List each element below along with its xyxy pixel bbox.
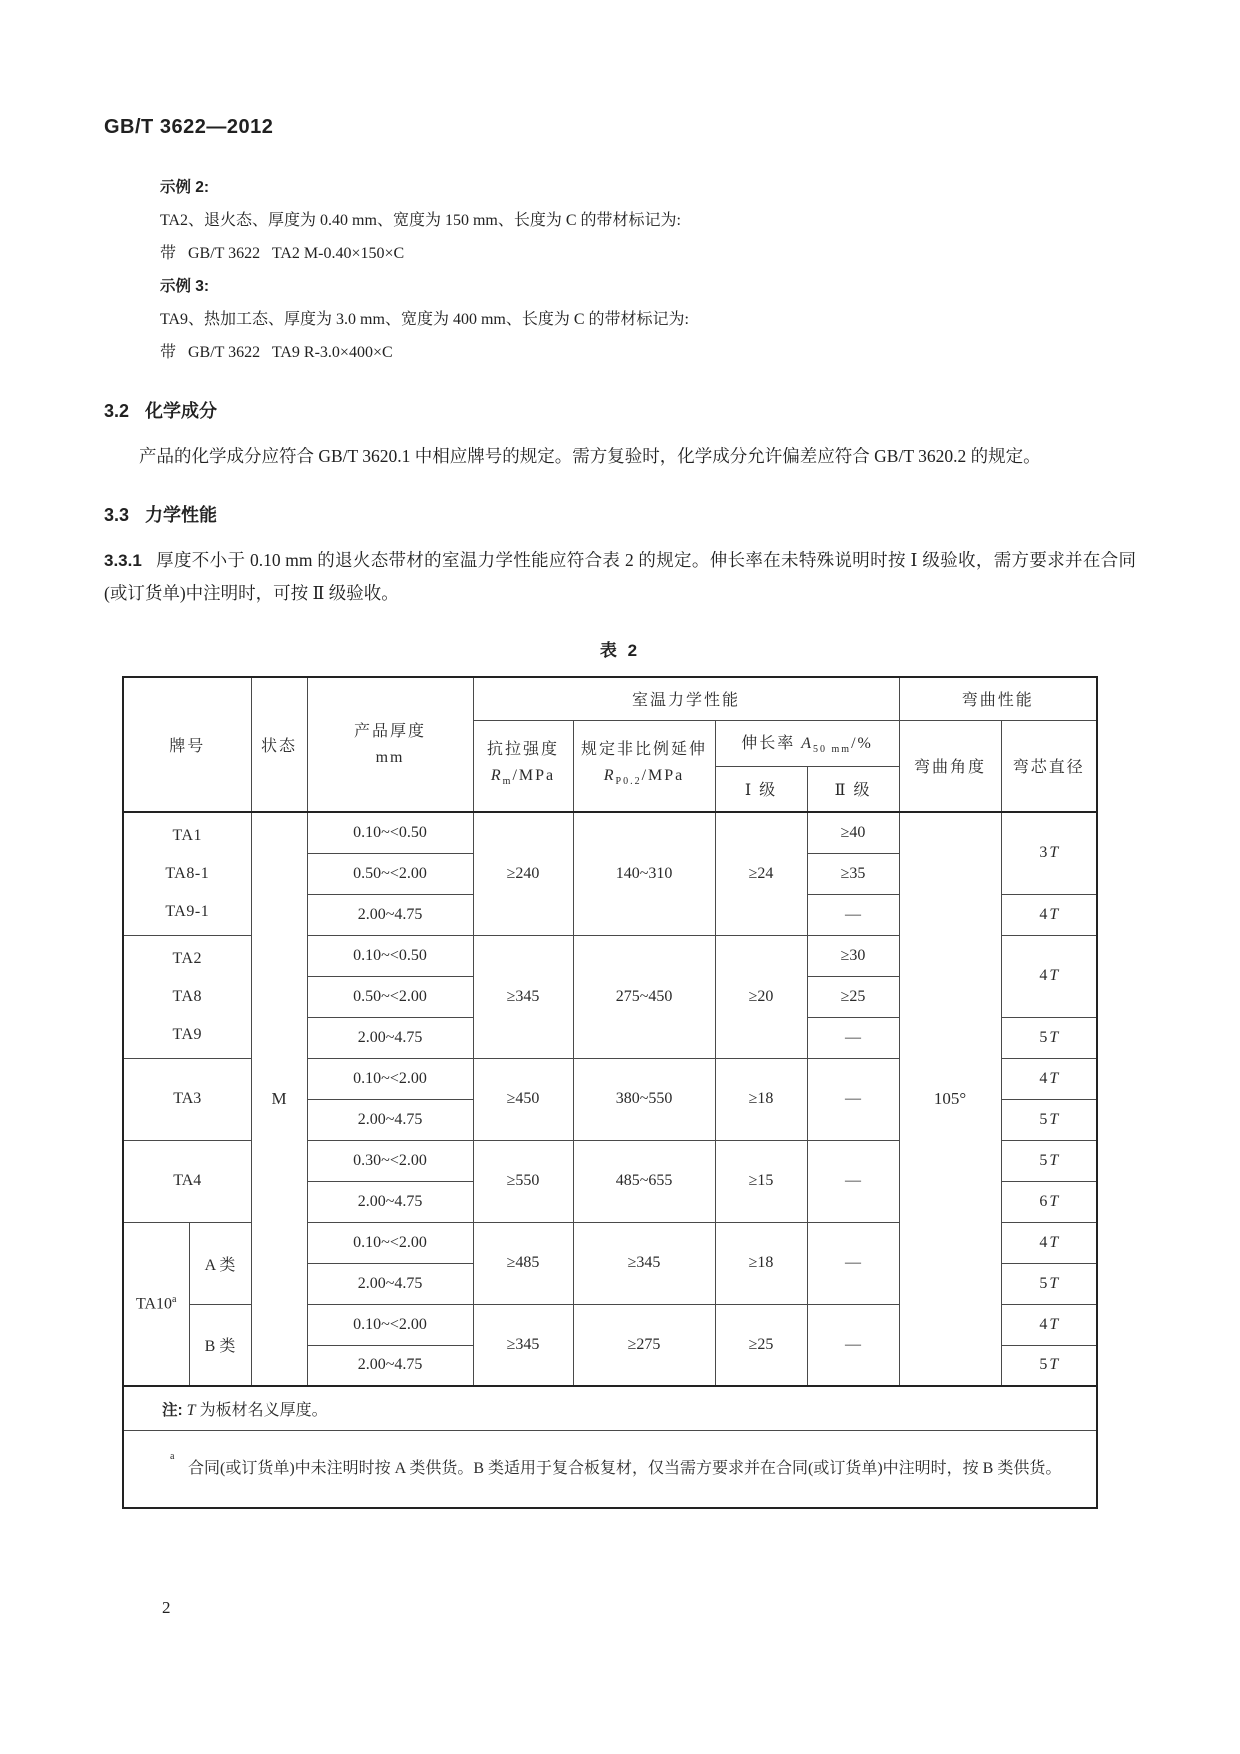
tensile-header-line1: 抗拉强度 [487,740,560,758]
grade-line: TA8 [172,987,203,1005]
elongation-level2-cell: — [807,1304,899,1386]
section-3-3-number: 3.3 [104,505,130,525]
bend-core-cell [1001,1017,1097,1058]
core-symbol: T [1049,1233,1059,1251]
bend-core-cell [1001,1058,1097,1099]
example-3-label: 示例 3: [160,278,210,295]
elongation-level2-cell: — [807,894,899,935]
elongation-level1-cell: ≥15 [715,1140,807,1222]
group-header-bend: 弯曲性能 [899,677,1097,720]
core-value: 6 [1039,1192,1048,1210]
grade-line: TA8-1 [165,864,210,882]
clause-3-3-1-number: 3.3.1 [104,551,142,570]
thickness-header-line2: mm [375,748,405,766]
thickness-cell: 0.10~<0.50 [307,935,473,976]
elongation-level2-cell: — [807,1017,899,1058]
elongation-level1-cell: ≥24 [715,812,807,935]
tensile-symbol: R [490,766,503,784]
class-cell-a: A 类 [189,1222,251,1304]
elongation-level1-cell: ≥18 [715,1058,807,1140]
core-value: 4 [1039,967,1048,984]
bend-core-cell [1001,1304,1097,1345]
thickness-cell: 0.10~<0.50 [307,812,473,853]
thickness-cell: 0.50~<2.00 [307,976,473,1017]
grade-cell-ta3: TA3 [123,1058,251,1140]
elongation-level2-cell: — [807,1140,899,1222]
thickness-cell: 2.00~4.75 [307,894,473,935]
core-value: 5 [1039,1110,1048,1128]
tensile-unit: /MPa [512,766,556,784]
core-value: 5 [1039,1028,1048,1046]
core-value: 4 [1039,905,1048,923]
thickness-cell: 2.00~4.75 [307,1263,473,1304]
core-symbol: T [1049,1028,1059,1046]
thickness-cell: 0.50~<2.00 [307,853,473,894]
examples-block [160,171,1136,369]
col-header-bend-core: 弯芯直径 [1001,720,1097,812]
bend-core-cell [1001,935,1097,1017]
col-header-grade: 牌号 [123,677,251,812]
note-label: 注: [162,1401,183,1419]
elongation-level2-cell: ≥25 [807,976,899,1017]
tensile-cell: ≥240 [473,812,573,935]
bend-core-cell [1001,1140,1097,1181]
proof-cell: 380~550 [573,1058,715,1140]
thickness-cell: 0.10~<2.00 [307,1222,473,1263]
proof-cell: ≥275 [573,1304,715,1386]
grade-main: TA10 [136,1295,173,1313]
bend-core-cell [1001,812,1097,894]
col-header-proof [573,720,715,812]
bend-core-cell [1001,1345,1097,1386]
grade-line: TA9 [172,1025,203,1043]
elongation-level1-cell: ≥20 [715,935,807,1058]
section-3-2-title: 化学成分 [145,401,218,421]
core-value: 3 [1039,844,1048,862]
core-symbol: T [1049,1069,1059,1087]
example-2-designation: 带 GB/T 3622 TA2 M-0.40×150×C [160,245,405,262]
core-symbol: T [1049,967,1059,984]
core-value: 4 [1039,1069,1048,1087]
thickness-cell: 2.00~4.75 [307,1017,473,1058]
grade-cell-ta1-group [123,812,251,935]
elongation-level2-cell: ≥40 [807,812,899,853]
section-3-3-title: 力学性能 [145,505,218,525]
section-3-2-body: 产品的化学成分应符合 GB/T 3620.1 中相应牌号的规定。需方复验时，化学成分允许偏差应符合 GB/T 3620.2 的规定。 [139,446,1041,466]
footnote-text: 合同(或订货单)中未注明时按 A 类供货。B 类适用于复合板复材，仅当需方要求并在合同(或订货单)中注明时，按 B 类供货。 [188,1460,1062,1478]
proof-unit: /MPa [641,766,685,784]
tensile-cell: ≥450 [473,1058,573,1140]
elongation-level1-cell: ≥18 [715,1222,807,1304]
elongation-label: 伸长率 [741,735,802,753]
table-note [123,1386,1097,1430]
group-header-room-temp: 室温力学性能 [473,677,899,720]
bend-core-cell [1001,1263,1097,1304]
core-value: 4 [1039,1315,1048,1333]
section-3-2-heading [104,397,1136,423]
bend-core-cell [1001,1222,1097,1263]
core-value: 5 [1039,1274,1048,1292]
core-symbol: T [1049,1356,1059,1374]
elongation-level2-cell: — [807,1058,899,1140]
core-value: 5 [1039,1356,1048,1374]
clause-3-3-1 [104,544,1136,610]
thickness-cell: 0.30~<2.00 [307,1140,473,1181]
proof-symbol: R [603,766,616,784]
elongation-level2-cell: ≥30 [807,935,899,976]
col-header-tensile [473,720,573,812]
tensile-cell: ≥485 [473,1222,573,1304]
proof-cell: 140~310 [573,812,715,935]
elongation-level1-cell: ≥25 [715,1304,807,1386]
footnote-marker: a [170,1450,175,1462]
grade-cell-ta10 [123,1222,189,1386]
proof-header-line1: 规定非比例延伸 [581,740,708,758]
core-value: 5 [1039,1151,1048,1169]
core-symbol: T [1049,1151,1059,1169]
note-text: 为板材名义厚度。 [195,1401,328,1419]
thickness-cell: 2.00~4.75 [307,1099,473,1140]
section-3-3-heading [104,501,1136,527]
grade-cell-ta4: TA4 [123,1140,251,1222]
grade-footnote-marker: a [172,1294,177,1306]
tensile-cell: ≥550 [473,1140,573,1222]
elongation-subscript: 50 mm [813,744,852,756]
core-value: 4 [1039,1233,1048,1251]
grade-line: TA1 [172,826,203,844]
bend-core-cell [1001,1099,1097,1140]
core-symbol: T [1049,1192,1059,1210]
note-symbol: T [186,1401,196,1419]
bend-angle-cell: 105° [899,812,1001,1386]
elongation-level2-cell: — [807,1222,899,1304]
elongation-unit: /% [851,735,873,753]
thickness-cell: 2.00~4.75 [307,1345,473,1386]
page-number: 2 [162,1598,171,1617]
table-2-title: 表 2 [599,641,641,660]
class-cell-b: B 类 [189,1304,251,1386]
example-3-designation: 带 GB/T 3622 TA9 R-3.0×400×C [160,344,393,361]
clause-3-3-1-body: 厚度不小于 0.10 mm 的退火态带材的室温力学性能应符合表 2 的规定。伸长率在未特殊说明时按 Ⅰ 级验收，需方要求并在合同(或订货单)中注明时，可按 Ⅱ 级验收。 [104,550,1136,603]
proof-cell: 485~655 [573,1140,715,1222]
core-symbol: T [1049,844,1059,862]
grade-line: TA9-1 [165,902,210,920]
col-header-level2: Ⅱ 级 [807,766,899,812]
elongation-level2-cell: ≥35 [807,853,899,894]
col-header-thickness [307,677,473,812]
col-header-elongation [715,720,899,766]
state-cell: M [251,812,307,1386]
grade-cell-ta2-group [123,935,251,1058]
tensile-subscript: m [502,775,513,787]
example-3-description: TA9、热加工态、厚度为 3.0 mm、宽度为 400 mm、长度为 C 的带材标记为: [160,311,689,328]
thickness-cell: 0.10~<2.00 [307,1304,473,1345]
thickness-cell: 0.10~<2.00 [307,1058,473,1099]
col-header-state: 状态 [251,677,307,812]
core-symbol: T [1049,1110,1059,1128]
proof-cell: 275~450 [573,935,715,1058]
example-2-description: TA2、退火态、厚度为 0.40 mm、宽度为 150 mm、长度为 C 的带材标记为: [160,212,681,229]
thickness-cell: 2.00~4.75 [307,1181,473,1222]
mechanical-properties-table [122,676,1098,1509]
proof-cell: ≥345 [573,1222,715,1304]
bend-core-cell [1001,1181,1097,1222]
example-2-label: 示例 2: [160,179,210,196]
thickness-header-line1: 产品厚度 [354,722,427,740]
proof-subscript: P0.2 [615,775,642,787]
elongation-symbol: A [801,735,813,753]
core-symbol: T [1049,1274,1059,1292]
col-header-bend-angle: 弯曲角度 [899,720,1001,812]
bend-core-cell [1001,894,1097,935]
core-symbol: T [1049,905,1059,923]
grade-line: TA2 [172,949,203,967]
page-content [104,116,1136,1509]
table-footnote [123,1430,1097,1508]
standard-number: GB/T 3622—2012 [104,116,274,138]
core-symbol: T [1049,1315,1059,1333]
section-3-2-number: 3.2 [104,401,130,421]
col-header-level1: Ⅰ 级 [715,766,807,812]
tensile-cell: ≥345 [473,1304,573,1386]
tensile-cell: ≥345 [473,935,573,1058]
